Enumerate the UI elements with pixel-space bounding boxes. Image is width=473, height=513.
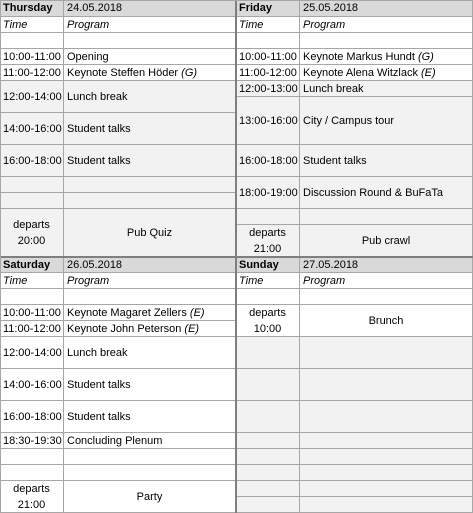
departs-time: 20:00 [17, 234, 46, 247]
empty-cell [300, 209, 473, 225]
time-header-thursday: Time [0, 17, 64, 33]
empty-cell [64, 449, 236, 465]
empty-cell [0, 33, 64, 49]
empty-cell [300, 497, 473, 513]
program-label: Keynote Magaret Zellers [67, 306, 187, 319]
empty-cell [236, 449, 300, 465]
empty-cell [236, 481, 300, 497]
time-header-saturday: Time [0, 273, 64, 289]
empty-cell [0, 289, 64, 305]
schedule-time: 12:00-14:00 [0, 81, 64, 113]
day-date-saturday: 26.05.2018 [64, 257, 236, 273]
day-date-sunday: 27.05.2018 [300, 257, 473, 273]
program-header-thursday: Program [64, 17, 236, 33]
morning-departure-time [236, 305, 300, 337]
time-header-sunday: Time [236, 273, 300, 289]
day-name-saturday: Saturday [0, 257, 64, 273]
evening-program: Pub Quiz [64, 209, 236, 257]
departs-label: departs [249, 226, 286, 239]
program-header-friday: Program [300, 17, 473, 33]
schedule-program [300, 49, 473, 65]
empty-cell [236, 33, 300, 49]
empty-cell [236, 289, 300, 305]
schedule-time: 12:00-14:00 [0, 337, 64, 369]
schedule-time: 18:00-19:00 [236, 177, 300, 209]
morning-program: Brunch [300, 305, 473, 337]
schedule-program: Lunch break [300, 81, 473, 97]
language-note: (E) [189, 306, 205, 319]
time-header-friday: Time [236, 17, 300, 33]
day-date-thursday: 24.05.2018 [64, 0, 236, 17]
schedule-time: 11:00-12:00 [236, 65, 300, 81]
evening-departure-time [0, 209, 64, 257]
day-divider [0, 256, 473, 258]
empty-cell [236, 401, 300, 433]
language-note: (E) [184, 322, 200, 335]
empty-cell [300, 401, 473, 433]
empty-cell [236, 465, 300, 481]
empty-cell [64, 289, 236, 305]
empty-cell [64, 465, 236, 481]
program-label: Keynote Steffen Höder [67, 66, 179, 79]
empty-cell [0, 177, 64, 193]
empty-cell [0, 449, 64, 465]
program-label: Keynote John Peterson [67, 322, 182, 335]
program-label: Keynote Alena Witzlack [303, 66, 418, 79]
departs-label: departs [249, 306, 286, 319]
language-note: (G) [181, 66, 198, 79]
departs-time: 10:00 [253, 322, 282, 335]
empty-cell [300, 481, 473, 497]
empty-cell [300, 33, 473, 49]
schedule-program: Discussion Round & BuFaTa [300, 177, 473, 209]
day-name-thursday: Thursday [0, 0, 64, 17]
schedule-program [64, 65, 236, 81]
schedule-time: 16:00-18:00 [0, 145, 64, 177]
schedule-program: Lunch break [64, 337, 236, 369]
empty-cell [236, 497, 300, 513]
evening-program: Party [64, 481, 236, 513]
schedule-time: 14:00-16:00 [0, 369, 64, 401]
schedule-program: Student talks [64, 369, 236, 401]
schedule-time: 16:00-18:00 [0, 401, 64, 433]
schedule-time: 10:00-11:00 [0, 49, 64, 65]
departs-label: departs [13, 482, 50, 495]
program-header-sunday: Program [300, 273, 473, 289]
schedule-program [64, 305, 236, 321]
empty-cell [0, 193, 64, 209]
empty-cell [236, 209, 300, 225]
schedule-time: 14:00-16:00 [0, 113, 64, 145]
schedule-program [64, 49, 236, 65]
schedule-program [300, 65, 473, 81]
departs-time: 21:00 [17, 498, 46, 511]
schedule-time: 10:00-11:00 [0, 305, 64, 321]
schedule-program: Student talks [300, 145, 473, 177]
empty-cell [236, 369, 300, 401]
schedule-time: 11:00-12:00 [0, 321, 64, 337]
schedule-time: 12:00-13:00 [236, 81, 300, 97]
schedule-time: 11:00-12:00 [0, 65, 64, 81]
empty-cell [300, 465, 473, 481]
empty-cell [300, 337, 473, 369]
evening-departure-time [236, 225, 300, 257]
day-date-friday: 25.05.2018 [300, 0, 473, 17]
schedule-program: Student talks [64, 401, 236, 433]
empty-cell [236, 433, 300, 449]
schedule-program: Student talks [64, 145, 236, 177]
schedule-program: City / Campus tour [300, 97, 473, 145]
program-header-saturday: Program [64, 273, 236, 289]
empty-cell [64, 33, 236, 49]
schedule-time: 16:00-18:00 [236, 145, 300, 177]
evening-program: Pub crawl [300, 225, 473, 257]
program-label: Opening [67, 50, 109, 63]
empty-cell [236, 337, 300, 369]
empty-cell [300, 449, 473, 465]
schedule-program: Concluding Plenum [64, 433, 236, 449]
schedule-program [64, 321, 236, 337]
empty-cell [0, 465, 64, 481]
empty-cell [300, 433, 473, 449]
empty-cell [300, 369, 473, 401]
day-name-friday: Friday [236, 0, 300, 17]
schedule-time: 10:00-11:00 [236, 49, 300, 65]
empty-cell [64, 193, 236, 209]
schedule-program: Student talks [64, 113, 236, 145]
language-note: (E) [421, 66, 436, 79]
language-note: (G) [417, 50, 434, 63]
evening-departure-time [0, 481, 64, 513]
departs-label: departs [13, 218, 50, 231]
program-label: Keynote Markus Hundt [303, 50, 415, 63]
schedule-program: Lunch break [64, 81, 236, 113]
empty-cell [64, 177, 236, 193]
departs-time: 21:00 [253, 242, 282, 255]
day-name-sunday: Sunday [236, 257, 300, 273]
schedule-time: 18:30-19:30 [0, 433, 64, 449]
empty-cell [300, 289, 473, 305]
schedule-time: 13:00-16:00 [236, 97, 300, 145]
